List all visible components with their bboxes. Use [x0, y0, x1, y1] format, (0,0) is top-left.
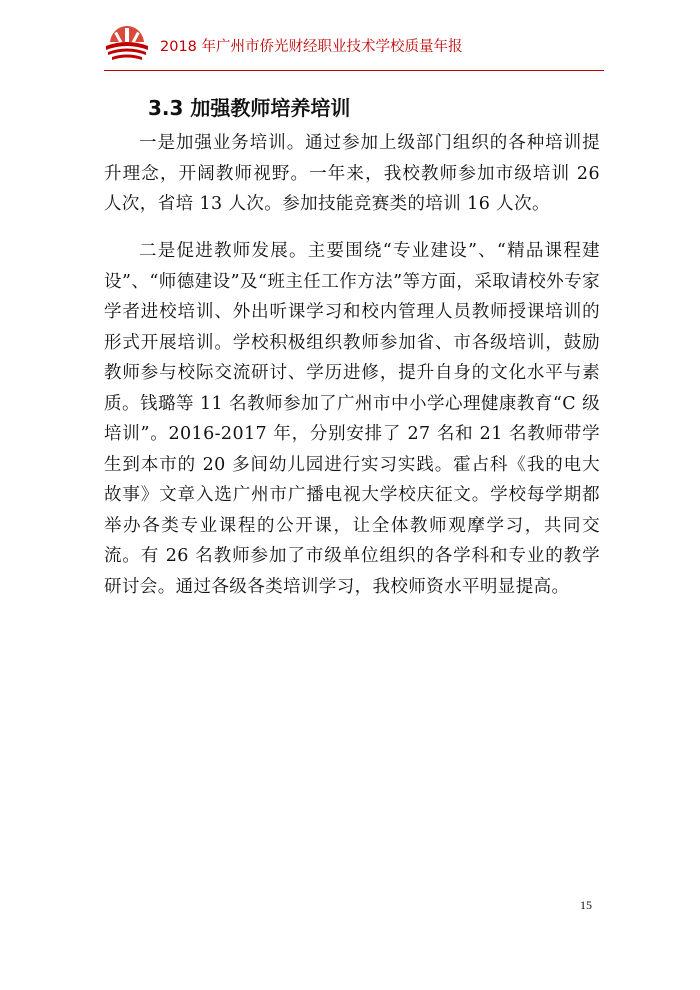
page-number: 15 — [580, 898, 592, 912]
paragraph-1: 一是加强业务培训。通过参加上级部门组织的各种培训提升理念，开阔教师视野。一年来，我校教师参加市级培训 26 人次，省培 13 人次。参加技能竞赛类的培训 16 人次。 — [104, 133, 600, 214]
school-logo-icon — [104, 22, 150, 66]
paragraph-2: 二是促进教师发展。主要围绕“专业建设”、“精品课程建设”、“师德建设”及“班主任工作方法”等方面，采取请校外专家学者进校培训、外出听课学习和校内管理人员教师授课培训的形式开展培训。学校积极组织教师参加省、市各级培训，鼓励教师参与校际交流研讨、学历进修，提升自身的文化水平与素质。钱璐等 11 名教师参加了广州市中小学心理健康教育“C 级培训”。2016-2017 年，分别安排了 27 名和 21 名教师带学生到本市的 20 多间幼儿园进行实习实践。霍占科《我的电大故事》文章入选广州市广播电视大学校庆征文。学校每学期都举办各类专业课程的公开课，让全体教师观摩学习，共同交流。有 26 名教师参加了市级单位组织的各学科和专业的教学研讨会。通过各级各类培训学习，我校师资水平明显提高。 — [104, 241, 600, 597]
section-title: 3.3 加强教师培养培训 — [148, 96, 351, 120]
page-header — [104, 22, 624, 78]
header-title: 2018 年广州市侨光财经职业技术学校质量年报 — [160, 39, 463, 55]
header-divider — [104, 70, 604, 71]
